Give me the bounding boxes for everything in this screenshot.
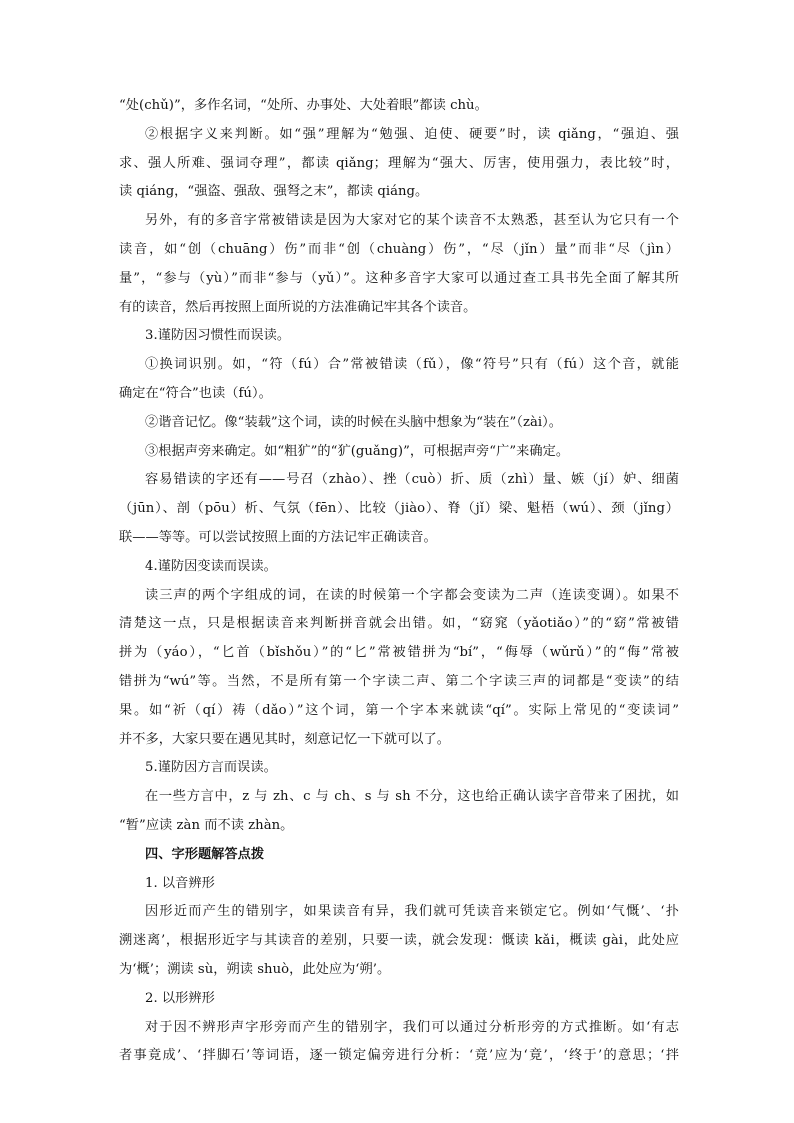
- text-line: （jūn）、剖（pōu）析、气氛（fēn）、比较（jiào）、脊（jǐ）梁、魁梧（wú）、颈（jǐng）: [119, 501, 679, 517]
- text-line: 错拼为“wú”等。当然，不是所有第一个字读二声、第二个字读三声的词都是“变读”的结: [119, 673, 679, 689]
- chapter-heading: 四、字形题解答点拨: [145, 846, 265, 862]
- text-line: 另外，有的多音字常被错读是因为大家对它的某个读音不太熟悉，甚至认为它只有一个: [145, 213, 679, 229]
- text-line: ②谐音记忆。像“装载”这个词，读的时候在头脑中想象为“装在”（zài）。: [145, 414, 563, 430]
- text-line: 在一些方言中，z 与 zh、c 与 ch、s 与 sh 不分，这也给正确认读字音带来了困扰，如: [145, 789, 679, 805]
- text-line: 清楚这一点，只是根据读音来判断拼音就会出错。如，“窈窕（yǎotiǎo）”的“窈”常被错: [119, 616, 679, 632]
- text-line: 确定在“符合”也读（fú）。: [119, 385, 272, 401]
- text-line: 容易错读的字还有——号召（zhào）、挫（cuò）折、质（zhì）量、嫉（jí）妒、细菌: [145, 472, 679, 488]
- text-line: 量”，“参与（yù）”而非“参与（yǔ）”。这种多音字大家可以通过查工具书先全面了解其所: [119, 270, 679, 286]
- text-line: 读三声的两个字组成的词，在读的时候第一个字都会变读为二声（连读变调）。如果不: [145, 587, 679, 603]
- text-line: 者事竟成’、‘拌脚石’等词语，逐一锁定偏旁进行分析：‘竟’应为‘竟’，‘终于’的意思；‘拌: [119, 1048, 679, 1064]
- text-line: “暂”应读 zàn 而不读 zhàn。: [119, 817, 294, 833]
- text-line: 因形近而产生的错别字，如果读音有异，我们就可凭读音来锁定它。例如‘气慨’、‘扑: [145, 904, 679, 920]
- subsection-heading: 2. 以形辨形: [145, 990, 215, 1006]
- text-line: 拼为（yáo），“匕首（bǐshǒu）”的“匕”常被错拼为“bí”，“侮辱（wǔrǔ）”的“侮”常被: [119, 645, 679, 661]
- subsection-heading: 1. 以音辨形: [145, 875, 215, 891]
- section-heading: 5.谨防因方言而误读。: [145, 760, 277, 776]
- section-heading: 4.谨防因变读而误读。: [145, 558, 277, 574]
- text-line: 并不多，大家只要在遇见其时，刻意记忆一下就可以了。: [119, 731, 450, 747]
- text-line: 读 qiáng，“强盗、强敌、强弩之末”，都读 qiáng。: [119, 184, 429, 200]
- text-line: 求、强人所难、强词夺理”，都读 qiǎng；理解为“强大、厉害，使用强力，表比较”时，: [119, 155, 679, 171]
- text-line: 联——等等。可以尝试按照上面的方法记牢正确读音。: [119, 529, 437, 545]
- text-line: 读音，如“创（chuāng）伤”而非“创（chuàng）伤”，“尽（jǐn）量”而非“尽（jìn）: [119, 241, 679, 257]
- section-heading: 3.谨防因习惯性而误读。: [145, 328, 291, 344]
- text-line: 溯迷离’，根据形近字与其读音的差别，只要一读，就会发现：慨读 kǎi，概读 gài，此处应: [119, 933, 679, 949]
- text-line: 有的读音，然后再按照上面所说的方法准确记牢其各个读音。: [119, 299, 477, 315]
- text-line: ②根据字义来判断。如“强”理解为“勉强、迫使、硬要”时，读 qiǎng，“强迫、强: [145, 126, 679, 142]
- text-line: “处(chǔ)”，多作名词，“处所、办事处、大处着眼”都读 chù。: [119, 98, 488, 113]
- text-line: ③根据声旁来确定。如“粗犷”的“犷(guǎng)”，可根据声旁“广”来确定。: [145, 443, 570, 459]
- text-line: ①换词识别。如，“符（fú）合”常被错读（fǔ），像“符号”只有（fú）这个音，就能: [145, 357, 679, 373]
- document-page: [119, 92, 679, 1071]
- text-line: 为‘概’；溯读 sù，朔读 shuò，此处应为‘朔’。: [119, 961, 391, 977]
- text-line: 对于因不辨形声字形旁而产生的错别字，我们可以通过分析形旁的方式推断。如‘有志: [145, 1019, 679, 1035]
- text-line: 果。如“祈（qí）祷（dǎo）”这个词，第一个字本来就读“qí”。实际上常见的“变读词”: [119, 702, 679, 718]
